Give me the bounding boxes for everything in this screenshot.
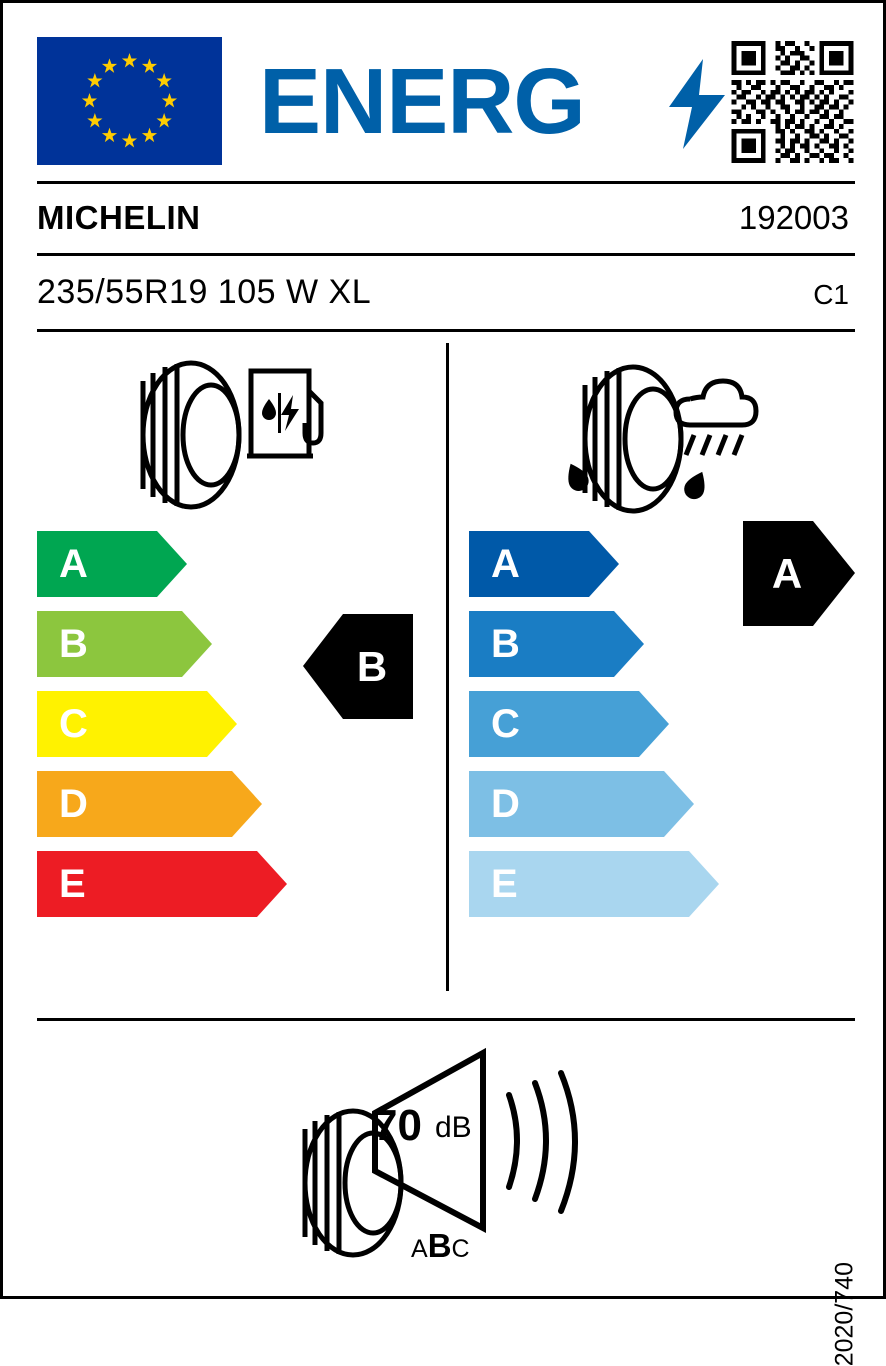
brand-name: MICHELIN xyxy=(37,199,201,236)
fuel-grade-A: A xyxy=(37,531,187,597)
fuel-pump-tyre-icon xyxy=(123,351,333,516)
noise-class-indicator xyxy=(411,1227,470,1265)
wet-rating-arrow xyxy=(743,521,855,626)
product-code: 192003 xyxy=(738,199,849,236)
noise-class-c: C xyxy=(451,1235,470,1263)
fuel-rating-value: B xyxy=(356,642,388,690)
noise-class-b: B xyxy=(427,1227,452,1264)
label-header xyxy=(37,37,855,165)
fuel-grade-D: D xyxy=(37,771,262,837)
noise-unit: dB xyxy=(435,1111,472,1144)
divider-top xyxy=(37,181,855,184)
wet-grade-E: E xyxy=(469,851,719,917)
lightning-bolt-icon xyxy=(667,59,727,149)
wet-rating-value: A xyxy=(771,549,803,597)
divider-size xyxy=(37,329,855,332)
wet-grade-B: B xyxy=(469,611,644,677)
divider-brand xyxy=(37,253,855,256)
wet-grade-C: C xyxy=(469,691,669,757)
fuel-rating-arrow xyxy=(303,614,413,719)
tyre-size: 235/55R19 105 W XL xyxy=(37,273,372,311)
regulation-number: 2020/740 xyxy=(830,1262,858,1366)
wet-grade-D: D xyxy=(469,771,694,837)
noise-class-a: A xyxy=(411,1235,428,1263)
fuel-grade-C: C xyxy=(37,691,237,757)
wet-grip-scale xyxy=(469,531,729,931)
wet-grade-A: A xyxy=(469,531,619,597)
vertical-divider xyxy=(446,343,449,991)
fuel-grade-E: E xyxy=(37,851,287,917)
rain-cloud-tyre-icon xyxy=(538,351,768,521)
tyre-class: C1 xyxy=(813,279,849,310)
fuel-grade-B: B xyxy=(37,611,212,677)
qr-code-icon xyxy=(730,41,855,163)
divider-noise xyxy=(37,1018,855,1021)
energy-wordmark: ENERG xyxy=(259,49,585,153)
noise-value: 70 xyxy=(373,1101,422,1150)
eu-flag-icon xyxy=(37,37,222,165)
fuel-efficiency-scale xyxy=(37,531,297,931)
